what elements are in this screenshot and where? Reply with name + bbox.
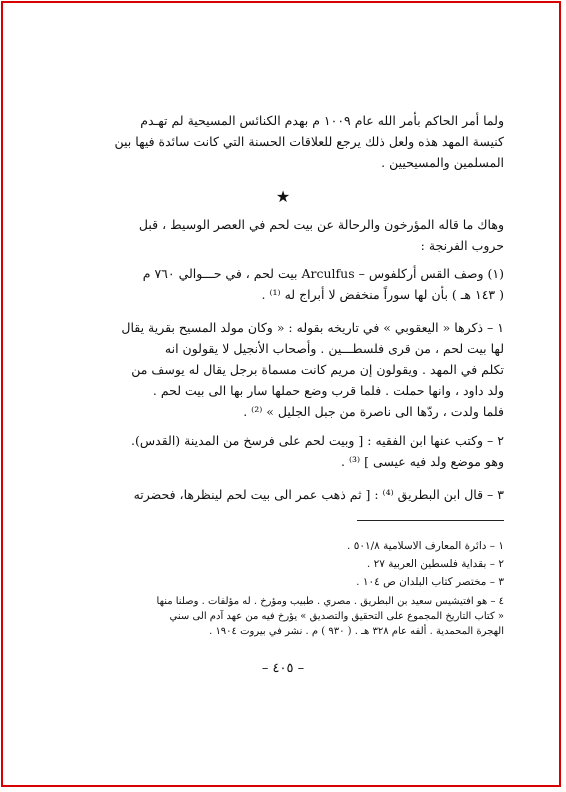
text-line: فلما ولدت ، ردّها الى ناصرة من جبل الجليل » ⁽²⁾ . [243, 404, 504, 419]
item-1-1-paragraph [56, 317, 504, 422]
text-line: لها بيت لحم ، من قرى فلسطـــين . وأصحاب الأنجيل لا يقولون انه [164, 341, 504, 356]
footnote-separator [357, 520, 504, 521]
section-intro-paragraph [56, 214, 504, 256]
text-line: وهاك ما قاله المؤرخون والرحالة عن بيت لحم في العصر الوسيط ، قبل [138, 217, 504, 232]
text-line: « كتاب التاريخ المجموع على التحقيق والتصديق » يؤرخ فيه من عهد آدم الى سني [169, 611, 504, 622]
intro-paragraph [56, 110, 504, 173]
text-line: تكلم في المهد . ويقولون إن مريم كانت مسماة برجل يقال له يوسف من [131, 362, 504, 377]
star-divider-icon: ★ [275, 187, 291, 206]
text-line: ولما أمر الحاكم بأمر الله عام ١٠٠٩ م بهدم الكنائس المسيحية لم تهـدم [140, 113, 504, 128]
footnote-3: ٣ – مختصر كتاب البلدان ص ١٠٤ . [356, 576, 504, 588]
item-1-3-paragraph [56, 484, 504, 505]
text-line: وهو موضع ولد فيه عيسى ] ⁽³⁾ . [341, 454, 504, 469]
text-line: ولد داود ، وانها حملت . فلما قرب وضع حملها سار بها الى بيت لحم . [152, 383, 504, 398]
text-line: حروب الفرنجة : [420, 238, 504, 253]
footnote-1: ١ – دائرة المعارف الاسلامية ٥٠١/٨ . [347, 540, 504, 552]
text-line: ٤ – هو افتيشيس سعيد بن البطريق . مصري . طبيب ومؤرخ . له مؤلفات . وصلنا منها [156, 596, 504, 607]
footnote-2: ٢ – بقداية فلسطين العربية ٢٧ . [366, 558, 504, 570]
footnote-4 [56, 594, 504, 639]
text-line: ٣ – قال ابن البطريق ⁽⁴⁾ : [ ثم ذهب عمر الى بيت لحم لينظرها، فحضرته [133, 487, 504, 502]
text-line: (١) وصف القس أركلفوس – Arculfus بيت لحم ، في حـــوالي ٧٦٠ م [142, 266, 504, 281]
text-line: كنيسة المهد هذه ولعل ذلك يرجع للعلاقات الحسنة التي كانت سائدة فيها بين [114, 134, 504, 149]
text-line: المسلمين والمسيحيين . [381, 155, 504, 170]
text-line: الهجرة المحمدية . ألفه عام ٣٢٨ هـ . ( ٩٣٠ ) م . نشر في بيروت ١٩٠٤ . [209, 626, 504, 637]
item-1-paragraph [56, 263, 504, 305]
text-line: ٢ – وكتب عنها ابن الفقيه : [ وبيت لحم على فرسخ من المدينة (القدس). [131, 433, 504, 448]
page-number: – ٤٠٥ – [261, 661, 305, 676]
text-line: ( ١٤٣ هـ ) بأن لها سوراً منخفض لا أبراج له ⁽¹⁾ . [261, 287, 504, 302]
text-line: ١ – ذكرها « اليعقوبي » في تاريخه بقوله : « وكان مولد المسيح بقرية يقال [121, 320, 504, 335]
item-1-2-paragraph [56, 430, 504, 472]
